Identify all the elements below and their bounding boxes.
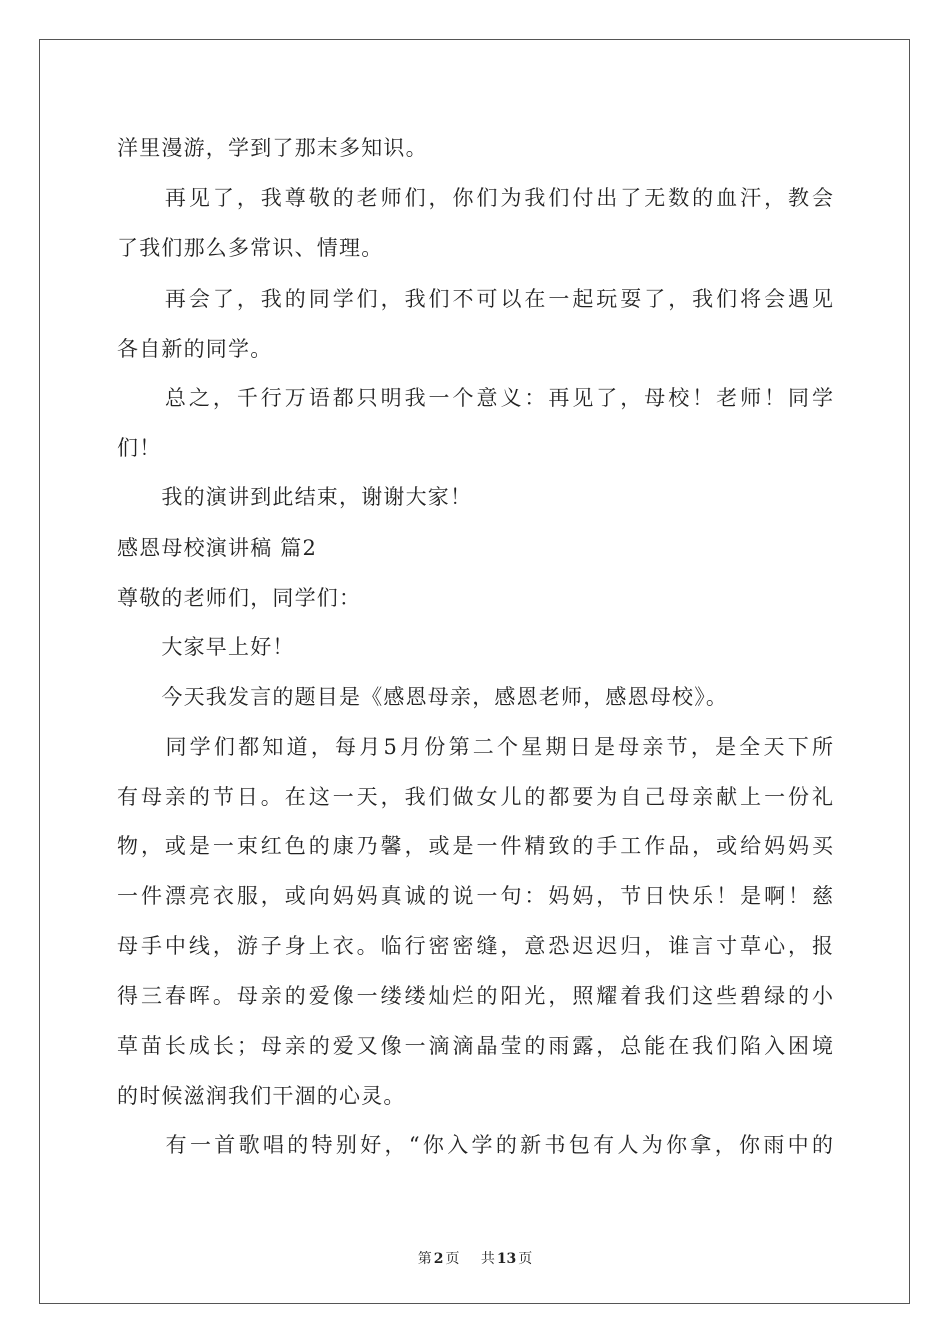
text-line: 母手中线，游子身上衣。临行密密缝，意恐迟迟归，谁言寸草心，报 — [117, 934, 833, 958]
total-pages: 13 — [496, 1251, 517, 1267]
text-line: 再会了，我的同学们，我们不可以在一起玩耍了，我们将会遇见 — [117, 287, 833, 311]
text-line: 同学们都知道，每月5月份第二个星期日是母亲节，是全天下所 — [117, 735, 833, 759]
total-prefix: 共 — [480, 1251, 495, 1267]
page-number: 2 — [433, 1251, 444, 1267]
page-prefix: 第 — [417, 1251, 432, 1267]
page-footer — [0, 1248, 950, 1268]
text-line: 了我们那么多常识、情理。 — [117, 236, 384, 260]
section-heading: 感恩母校演讲稿 篇2 — [117, 536, 318, 560]
text-line: 们！ — [117, 436, 162, 460]
page-suffix: 页 — [445, 1251, 460, 1267]
text-line: 有母亲的节日。在这一天，我们做女儿的都要为自己母亲献上一份礼 — [117, 785, 833, 809]
total-suffix: 页 — [518, 1251, 533, 1267]
text-line: 各自新的同学。 — [117, 337, 273, 361]
salutation: 尊敬的老师们，同学们： — [117, 586, 362, 610]
text-line: 我的演讲到此结束，谢谢大家！ — [117, 485, 473, 509]
text-line: 的时候滋润我们干涸的心灵。 — [117, 1084, 406, 1108]
text-line: 一件漂亮衣服，或向妈妈真诚的说一句：妈妈，节日快乐！是啊！慈 — [117, 884, 833, 908]
text-line: 大家早上好！ — [117, 635, 295, 659]
text-line: 再见了，我尊敬的老师们，你们为我们付出了无数的血汗，教会 — [117, 186, 833, 210]
text-line: 物，或是一束红色的康乃馨，或是一件精致的手工作品，或给妈妈买 — [117, 834, 833, 858]
text-line: 有一首歌唱的特别好，“你入学的新书包有人为你拿，你雨中的 — [117, 1133, 833, 1157]
page-indicator — [416, 1251, 462, 1267]
text-line: 今天我发言的题目是《感恩母亲，感恩老师，感恩母校》。 — [117, 685, 729, 709]
text-line: 洋里漫游，学到了那末多知识。 — [117, 136, 428, 160]
total-pages-indicator — [479, 1251, 534, 1267]
text-line: 草苗长成长；母亲的爱又像一滴滴晶莹的雨露，总能在我们陷入困境 — [117, 1034, 833, 1058]
text-line: 得三春晖。母亲的爱像一缕缕灿烂的阳光，照耀着我们这些碧绿的小 — [117, 984, 833, 1008]
text-line: 总之，千行万语都只明我一个意义：再见了，母校！老师！同学 — [117, 386, 833, 410]
page-border — [39, 39, 910, 1304]
